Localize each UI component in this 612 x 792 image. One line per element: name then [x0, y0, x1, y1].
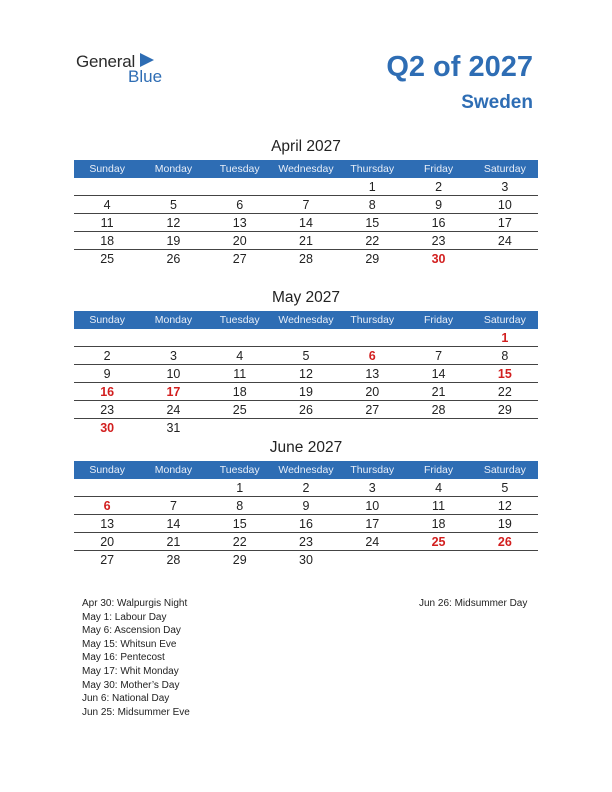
- week-row: [74, 214, 538, 232]
- weekday-header: Saturday: [472, 461, 538, 479]
- day-cell: 4: [207, 347, 273, 365]
- day-cell: 1: [207, 479, 273, 497]
- week-row: [74, 551, 538, 569]
- empty-day-cell: [405, 419, 471, 437]
- weekday-header: Wednesday: [273, 311, 339, 329]
- day-cell: 10: [339, 497, 405, 515]
- day-cell: 5: [273, 347, 339, 365]
- day-cell: 27: [100, 552, 115, 567]
- month-april: [74, 138, 538, 267]
- day-cell: 14: [140, 515, 206, 533]
- logo-text-blue: Blue: [128, 67, 163, 86]
- weekday-header: Sunday: [74, 461, 140, 479]
- calendar-grid: [74, 160, 538, 267]
- day-cell: 21: [273, 232, 339, 250]
- holiday-entry: May 15: Whitsun Eve: [82, 638, 177, 650]
- day-cell: 20: [74, 533, 140, 551]
- day-cell: 16: [273, 515, 339, 533]
- page-title: Q2 of 2027: [386, 51, 533, 83]
- day-cell: 23: [273, 533, 339, 551]
- holiday-day-cell: 1: [472, 329, 538, 347]
- day-cell: 11: [74, 214, 140, 232]
- empty-day-cell: [74, 178, 140, 196]
- empty-day-cell: [207, 178, 273, 196]
- day-cell: 17: [339, 515, 405, 533]
- month-title: June 2027: [269, 439, 343, 456]
- day-cell: 12: [472, 497, 538, 515]
- week-row: [74, 329, 538, 347]
- week-row: [74, 232, 538, 250]
- day-cell: 19: [472, 515, 538, 533]
- month-title: May 2027: [271, 289, 341, 306]
- week-row: [74, 383, 538, 401]
- logo-flag-icon: [140, 53, 154, 67]
- week-row: [74, 479, 538, 497]
- empty-day-cell: [140, 479, 206, 497]
- month-may: [74, 289, 538, 436]
- day-cell: 6: [207, 196, 273, 214]
- week-row: [74, 497, 538, 515]
- day-cell: 2: [405, 178, 471, 196]
- day-cell: 30: [299, 552, 313, 567]
- empty-day-cell: [405, 329, 471, 347]
- logo: [76, 52, 176, 88]
- day-cell: 10: [472, 196, 538, 214]
- empty-day-cell: [74, 479, 140, 497]
- day-cell: 9: [405, 196, 471, 214]
- day-cell: 4: [74, 196, 140, 214]
- day-cell: 25: [207, 401, 273, 419]
- day-cell: 7: [140, 497, 206, 515]
- day-cell: 28: [166, 552, 181, 567]
- weekday-header: Thursday: [339, 461, 405, 479]
- holiday-entry: May 16: Pentecost: [82, 652, 165, 664]
- month-title: April 2027: [271, 138, 341, 155]
- empty-day-cell: [405, 551, 471, 569]
- weekday-header: Monday: [140, 160, 206, 178]
- weekday-header: Sunday: [74, 311, 140, 329]
- day-cell: 25: [100, 251, 115, 266]
- holiday-list: [82, 597, 190, 719]
- day-cell: 4: [405, 479, 471, 497]
- empty-day-cell: [140, 178, 206, 196]
- day-cell: 24: [339, 533, 405, 551]
- empty-day-cell: [339, 329, 405, 347]
- empty-day-cell: [74, 329, 140, 347]
- day-cell: 11: [405, 497, 471, 515]
- day-cell: 5: [472, 479, 538, 497]
- holiday-day-cell: 26: [472, 533, 538, 551]
- day-cell: 5: [140, 196, 206, 214]
- day-cell: 12: [140, 214, 206, 232]
- weekday-header: Friday: [405, 160, 471, 178]
- weekday-header: Thursday: [339, 160, 405, 178]
- day-cell: 26: [273, 401, 339, 419]
- day-cell: 20: [339, 383, 405, 401]
- day-cell: 15: [339, 214, 405, 232]
- holiday-entry: Apr 30: Walpurgis Night: [82, 598, 188, 609]
- day-cell: 2: [74, 347, 140, 365]
- holiday-entry: May 6: Ascension Day: [82, 625, 181, 637]
- day-cell: 18: [405, 515, 471, 533]
- calendar-grid: [74, 311, 538, 436]
- holiday-day-cell: 16: [74, 383, 140, 401]
- empty-day-cell: [207, 419, 273, 437]
- day-cell: 28: [299, 251, 313, 266]
- week-row: [74, 196, 538, 214]
- week-row: [74, 178, 538, 196]
- empty-day-cell: [472, 419, 538, 437]
- day-cell: 14: [273, 214, 339, 232]
- day-cell: 2: [273, 479, 339, 497]
- day-cell: 9: [74, 365, 140, 383]
- day-cell: 26: [166, 251, 181, 266]
- week-row: [74, 347, 538, 365]
- day-cell: 7: [273, 196, 339, 214]
- day-cell: 29: [472, 401, 538, 419]
- empty-day-cell: [273, 329, 339, 347]
- day-cell: 13: [207, 214, 273, 232]
- empty-day-cell: [472, 551, 538, 569]
- week-row: [74, 533, 538, 551]
- week-row: [74, 419, 538, 437]
- holiday-entry: Jun 6: National Day: [82, 693, 170, 705]
- day-cell: 17: [472, 214, 538, 232]
- holiday-day-cell: 6: [74, 497, 140, 515]
- holiday-day-cell: 6: [339, 347, 405, 365]
- holiday-day-cell: 17: [140, 383, 206, 401]
- week-row: [74, 401, 538, 419]
- holiday-day-cell: 15: [472, 365, 538, 383]
- day-cell: 28: [405, 401, 471, 419]
- day-cell: 18: [207, 383, 273, 401]
- weekday-header: Tuesday: [207, 160, 273, 178]
- holiday-day-cell: 30: [100, 420, 115, 435]
- holiday-entry: May 30: Mother’s Day: [82, 679, 180, 691]
- day-cell: 8: [207, 497, 273, 515]
- day-cell: 3: [339, 479, 405, 497]
- day-cell: 27: [232, 251, 247, 266]
- empty-day-cell: [273, 178, 339, 196]
- month-june: [74, 439, 538, 568]
- weekday-header: Tuesday: [207, 461, 273, 479]
- day-cell: 22: [339, 232, 405, 250]
- day-cell: 23: [74, 401, 140, 419]
- weekday-header: Sunday: [74, 160, 140, 178]
- day-cell: 29: [232, 552, 247, 567]
- weekday-header: Saturday: [472, 160, 538, 178]
- day-cell: 21: [405, 383, 471, 401]
- day-cell: 23: [405, 232, 471, 250]
- holiday-entry: May 1: Labour Day: [82, 611, 167, 623]
- day-cell: 1: [339, 178, 405, 196]
- day-cell: 14: [405, 365, 471, 383]
- empty-day-cell: [339, 419, 405, 437]
- weekday-header: Tuesday: [207, 311, 273, 329]
- holiday-day-cell: 30: [431, 251, 446, 266]
- day-cell: 8: [339, 196, 405, 214]
- day-cell: 13: [339, 365, 405, 383]
- holiday-entry: May 17: Whit Monday: [82, 665, 179, 677]
- empty-day-cell: [140, 329, 206, 347]
- day-cell: 31: [166, 420, 181, 435]
- logo-text-general: General: [76, 52, 136, 71]
- day-cell: 20: [207, 232, 273, 250]
- day-cell: 18: [74, 232, 140, 250]
- week-row: [74, 515, 538, 533]
- holiday-entry: Jun 26: Midsummer Day: [419, 598, 528, 609]
- day-cell: 22: [472, 383, 538, 401]
- day-cell: 27: [339, 401, 405, 419]
- day-cell: 24: [472, 232, 538, 250]
- calendar-grid: [74, 461, 538, 568]
- day-cell: 15: [207, 515, 273, 533]
- day-cell: 13: [74, 515, 140, 533]
- country-subtitle: Sweden: [461, 92, 533, 113]
- weekday-header: Saturday: [472, 311, 538, 329]
- weekday-header: Monday: [140, 461, 206, 479]
- empty-day-cell: [472, 250, 538, 268]
- week-row: [74, 365, 538, 383]
- day-cell: 9: [273, 497, 339, 515]
- day-cell: 19: [140, 232, 206, 250]
- day-cell: 16: [405, 214, 471, 232]
- weekday-header: Friday: [405, 461, 471, 479]
- empty-day-cell: [339, 551, 405, 569]
- weekday-header: Wednesday: [273, 461, 339, 479]
- day-cell: 24: [140, 401, 206, 419]
- holiday-list-secondary: [419, 597, 527, 611]
- holiday-day-cell: 25: [405, 533, 471, 551]
- empty-day-cell: [273, 419, 339, 437]
- weekday-header: Monday: [140, 311, 206, 329]
- day-cell: 19: [273, 383, 339, 401]
- day-cell: 22: [207, 533, 273, 551]
- day-cell: 11: [207, 365, 273, 383]
- day-cell: 12: [273, 365, 339, 383]
- holiday-entry: Jun 25: Midsummer Eve: [82, 706, 190, 718]
- day-cell: 21: [140, 533, 206, 551]
- weekday-header: Friday: [405, 311, 471, 329]
- empty-day-cell: [207, 329, 273, 347]
- day-cell: 8: [472, 347, 538, 365]
- week-row: [74, 250, 538, 268]
- weekday-header: Thursday: [339, 311, 405, 329]
- day-cell: 3: [140, 347, 206, 365]
- day-cell: 10: [140, 365, 206, 383]
- day-cell: 29: [365, 251, 380, 266]
- day-cell: 7: [405, 347, 471, 365]
- day-cell: 3: [472, 178, 538, 196]
- weekday-header: Wednesday: [273, 160, 339, 178]
